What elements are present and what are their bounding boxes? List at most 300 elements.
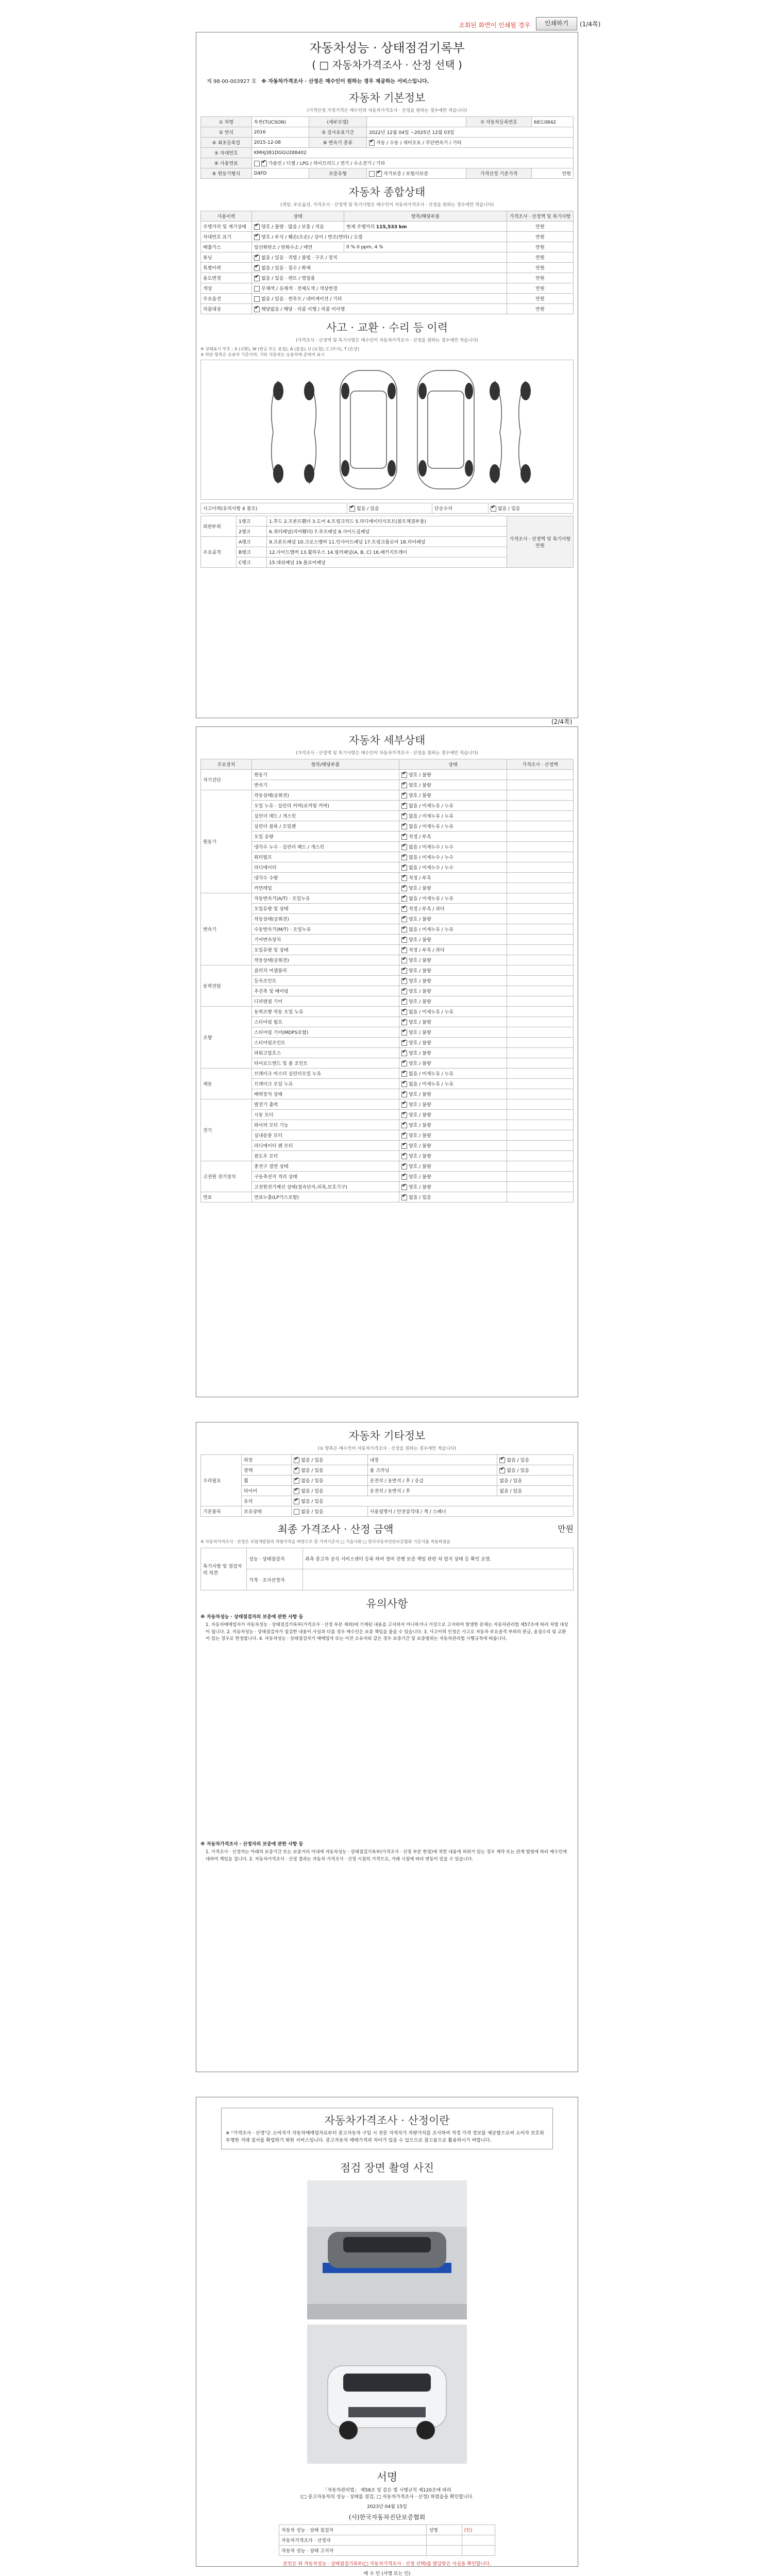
- price-unit-7: 만원: [507, 294, 574, 304]
- print-notice: 조회된 화면이 인쇄될 경우: [459, 22, 530, 29]
- glass-value: 없음 / 있음: [301, 1499, 324, 1504]
- detail-group-label: 연료: [201, 1192, 252, 1202]
- detail-item-state: 양호 / 불량: [409, 1020, 431, 1025]
- overall-title: 자동차 종합상태: [348, 186, 426, 198]
- detail-item-label: 배력장치 상태: [252, 1089, 399, 1099]
- fuel-options: 가솔린 / 디젤 / LPG / 하이브리드 / 전기 / 수소전기 / 기타: [268, 161, 385, 166]
- detail-row: [201, 842, 574, 852]
- detail-item-state: 양호 / 불량: [409, 989, 431, 994]
- detail-row: [201, 811, 574, 821]
- wheel-seat-label: 운전석 / 동반석 / 후 / 응급: [367, 1476, 497, 1486]
- page-2: [196, 726, 578, 1397]
- buyer-label: 매 수 인: [363, 2571, 380, 2576]
- tire-seat-label: 운전석 / 동반석 / 후: [367, 1486, 497, 1496]
- detail-item-state: 양호 / 불량: [409, 969, 431, 974]
- detail-item-state: 양호 / 불량: [409, 1123, 431, 1128]
- detail-item-state: 없음 / 있음: [409, 1195, 431, 1200]
- detail-item-state: 없음 / 미세누유 / 누유: [409, 1010, 454, 1015]
- rankB-value: 12.사이드멤버 13.휠하우스 14.필러패널(A, B, C) 16.패키지트레이: [267, 547, 507, 557]
- detail-item-label: 워터펌프: [252, 852, 399, 862]
- detail-row: [201, 852, 574, 862]
- car-name-label: ① 차명: [201, 117, 252, 127]
- detail-item-state: 적정 / 부족: [409, 876, 431, 881]
- final-title: 최종 가격조사 · 산정 금액: [277, 1523, 394, 1535]
- detail-item-label: 냉각수 수량: [252, 873, 399, 883]
- detail-row: [201, 1110, 574, 1120]
- year-label: ② 연식: [201, 127, 252, 138]
- tuning-label: 튜닝: [201, 252, 252, 263]
- detail-item-label: 라디에이터 팬 모터: [252, 1141, 399, 1151]
- options-label: 주요옵션: [201, 294, 252, 304]
- detail-group-label: 제동: [201, 1069, 252, 1099]
- print-button[interactable]: 인쇄하기: [536, 17, 577, 30]
- color-label: 색상: [201, 283, 252, 294]
- detail-row: [201, 955, 574, 965]
- first-reg: 2015-12-08: [251, 138, 309, 148]
- glass-label: 유리: [242, 1496, 292, 1506]
- detail-item-state: 양호 / 불량: [409, 783, 431, 788]
- overall-head-price: 가격조사 · 산정액 및 특기사항: [507, 211, 574, 222]
- detail-row: [201, 832, 574, 842]
- detail-group-label: 자기진단: [201, 770, 252, 790]
- detail-item-label: 스티어링 기어(MDPS포함): [252, 1027, 399, 1038]
- detail-item-state: 없음 / 미세누유 / 누유: [409, 824, 454, 829]
- accident-section: [200, 319, 574, 568]
- frame-table: [200, 516, 574, 568]
- detail-item-state: 없음 / 미세누유 / 누유: [409, 1082, 454, 1087]
- model-label: (세부모델): [309, 117, 366, 127]
- price-unit-2: 만원: [507, 242, 574, 252]
- detail-row: [201, 790, 574, 801]
- detail-row: [201, 883, 574, 893]
- detail-item-label: 등속조인트: [252, 976, 399, 986]
- detail-group-label: 고전원 전기장치: [201, 1161, 252, 1192]
- inspection-photo-2: [307, 2325, 467, 2464]
- detail-row: [201, 1089, 574, 1099]
- service-notice: ※ 자동차가격조사 · 산정은 매수인이 원하는 경우 제공하는 서비스입니다.: [261, 79, 429, 84]
- base-price-label: 가격산정 기준가격: [466, 168, 532, 179]
- detail-item-label: 파워고압호스: [252, 1048, 399, 1058]
- detail-item-state: 양호 / 불량: [409, 1103, 431, 1108]
- detail-row: [201, 873, 574, 883]
- detail-item-label: 고전원전기배선 상태(접속단자,피복,보호기구): [252, 1182, 399, 1192]
- detail-row: [201, 1007, 574, 1017]
- special-table: [200, 1548, 574, 1590]
- detail-sub: (가격조사 · 산정액 및 특기사항은 매수인이 자동차가격조사 · 산정을 원하는 경우에만 적습니다): [296, 751, 478, 756]
- notes-title: 유의사항: [366, 1598, 408, 1610]
- detail-row: [201, 1161, 574, 1172]
- detail-item-state: 양호 / 불량: [409, 1185, 431, 1190]
- detail-table: [200, 759, 574, 1202]
- detail-item-label: 원동기: [252, 770, 399, 780]
- detail-item-state: 양호 / 불량: [409, 1164, 431, 1170]
- basic-items-label: 기본품목: [201, 1506, 242, 1517]
- transmission-options: 자동 / 수동 / 세미오토 / 무단변속기 / 기타: [376, 141, 462, 146]
- exterior-value: 없음 / 있음: [301, 1458, 324, 1463]
- emission-values: 0 % 0 ppm, 4 %: [344, 242, 507, 252]
- detail-item-state: 양호 / 불량: [409, 1041, 431, 1046]
- price-unit-1: 만원: [507, 232, 574, 242]
- overall-head-state: 상태: [252, 211, 344, 222]
- polish-value: 없음 / 있음: [301, 1468, 324, 1473]
- inspection-photo-2-svg: [307, 2325, 467, 2464]
- sign-row-0-label: 자동차 성능 · 상태 점검자: [279, 2524, 427, 2535]
- first-reg-label: ④ 최초등록일: [201, 138, 252, 148]
- sign-date: 2023년 04월 15일: [367, 2504, 407, 2510]
- rank1-label: 1랭크: [237, 516, 267, 527]
- detail-group-label: 전기: [201, 1099, 252, 1161]
- engine-label: ⑥ 원동기형식: [201, 168, 252, 179]
- transmission-label: ⑧ 변속기 종류: [309, 138, 366, 148]
- detail-row: [201, 821, 574, 832]
- mileage-value: 115,533 km: [376, 225, 407, 230]
- simple-repair-value: 없음 / 있음: [497, 506, 520, 512]
- detail-head-1: 항목/해당부품: [252, 759, 399, 770]
- detail-row: [201, 1192, 574, 1202]
- recall-label: 리콜대상: [201, 304, 252, 314]
- basic-items-state-label: 보유상태: [242, 1506, 292, 1517]
- detail-row: [201, 770, 574, 780]
- detail-item-label: 연료누출(LP가스포함): [252, 1192, 399, 1202]
- detail-item-label: 자동변속기(A/T) · 오일누유: [252, 893, 399, 904]
- final-value: 만원: [558, 1524, 574, 1534]
- detail-item-state: 적정 / 부족: [409, 835, 431, 840]
- tire-seat-value: 없음 / 있음: [497, 1486, 574, 1496]
- car-diagram-svg: [201, 360, 573, 498]
- detail-item-label: 냉각수 누수 · 실린더 헤드 / 개스킷: [252, 842, 399, 852]
- wheel-label: 휠: [242, 1476, 292, 1486]
- detail-row: [201, 801, 574, 811]
- vin: KMHJ381DGGU288402: [251, 148, 573, 158]
- doc-no-suffix: 호: [251, 79, 257, 84]
- detail-item-label: 기어변속장치: [252, 935, 399, 945]
- detail-item-label: 오일 유량: [252, 832, 399, 842]
- detail-item-state: 없음 / 미세누수 / 누수: [409, 855, 454, 860]
- usage-change-label: 용도변경: [201, 273, 252, 283]
- detail-item-state: 양호 / 불량: [409, 793, 431, 799]
- detail-item-state: 없음 / 미세누유 / 누유: [409, 814, 454, 819]
- accident-history-label: 사고이력(유의사항 4 참조): [201, 503, 347, 514]
- detail-item-label: 브레이크 오일 누유: [252, 1079, 399, 1089]
- detail-item-state: 양호 / 불량: [409, 958, 431, 963]
- document-title: 자동차성능 · 상태점검기록부: [309, 41, 465, 55]
- detail-item-label: 실린더 블록 / 오일팬: [252, 821, 399, 832]
- detail-row: [201, 893, 574, 904]
- page-4: [196, 2097, 578, 2576]
- detail-row: [201, 1058, 574, 1069]
- detail-head-2: 상태: [399, 759, 507, 770]
- emission-label: 배출가스: [201, 242, 252, 252]
- notes-head: ※ 자동차성능 · 상태점검자의 보증에 관한 사항 등: [200, 1615, 304, 1620]
- rankC-value: 15.대쉬패널 19.플로어패널: [267, 557, 507, 568]
- detail-group-label: 원동기: [201, 790, 252, 893]
- detail-item-label: 동력조향 작동 오일 누유: [252, 1007, 399, 1017]
- detail-item-label: 변속기: [252, 780, 399, 790]
- detail-item-label: 스티어링조인트: [252, 1038, 399, 1048]
- sign-table: [279, 2524, 495, 2556]
- detail-item-label: 오일유량 및 상태: [252, 904, 399, 914]
- frame-price-head: 가격조사 · 산정액 및 특기사항: [509, 536, 571, 542]
- other-sub: (① 항목은 매수인이 자동차가격조사 · 산정을 원하는 경우에만 적습니다): [317, 1446, 457, 1451]
- detail-item-label: 작동상태(공회전): [252, 955, 399, 965]
- rankB-label: B랭크: [237, 547, 267, 557]
- basic-items-state: 없음 / 있음: [301, 1510, 324, 1515]
- cert-title: 자동차가격조사 · 산정이란: [324, 2114, 450, 2127]
- sign-text1: 「자동차관리법」 제58조 및 같은 법 시행규칙 제120조에 따라: [323, 2487, 451, 2493]
- interior-value: 없음 / 있음: [507, 1458, 529, 1463]
- price-unit-8: 만원: [507, 304, 574, 314]
- engine: D4FD: [251, 168, 309, 179]
- detail-head-3: 가격조사 · 산정액: [507, 759, 574, 770]
- price-unit-5: 만원: [507, 273, 574, 283]
- tuning-state: 없음 / 있음 · 적법 / 불법 · 구조 / 장치: [261, 256, 338, 261]
- detail-row: [201, 1069, 574, 1079]
- other-title: 자동차 기타정보: [348, 1430, 426, 1442]
- detail-group-label: 동력전달: [201, 965, 252, 1007]
- accident-table: [200, 503, 574, 514]
- usage-change-state: 없음 / 있음 · 렌트 / 영업용: [261, 276, 315, 281]
- price-unit-3: 만원: [507, 252, 574, 263]
- top-bar: [0, 0, 773, 36]
- detail-item-label: 타이로드엔드 및 볼 조인트: [252, 1058, 399, 1069]
- interior-label: 내장: [367, 1455, 497, 1465]
- vin-label: ⑤ 차대번호: [201, 148, 252, 158]
- detail-item-state: 양호 / 불량: [409, 999, 431, 1005]
- detail-row: [201, 1130, 574, 1141]
- sign-row-2-label: 자동차 성능 · 상태 고지자: [279, 2545, 427, 2555]
- detail-item-label: 디퍼렌셜 기어: [252, 996, 399, 1007]
- detail-item-state: 양호 / 불량: [409, 1092, 431, 1097]
- detail-row: [201, 965, 574, 976]
- cert-text: ※ "가격조사 · 산정"은 소비자가 자동차매매업자로부터 중고자동차 구입 시 전문 자격자가 차량가치를 조사하여 적정 가격 정보를 제공함으로써 소비자 보호와 투명한 거래 질서를 확립하기 위한 서비스입니다. 중고자동차 매매가격과 차이가 있을 수 있으므로 참고용으로 활용하시기 바랍니다.: [226, 2131, 544, 2144]
- rank1-value: 1.후드 2.프론트휀더 3.도어 4.트렁크리드 5.라디에이터서포트(볼트체결부품): [267, 516, 507, 527]
- detail-item-label: 실린더 헤드 / 개스킷: [252, 811, 399, 821]
- detail-item-state: 양호 / 불량: [409, 1175, 431, 1180]
- detail-row: [201, 1141, 574, 1151]
- detail-group-label: 변속기: [201, 893, 252, 965]
- detail-item-label: 라디에이터: [252, 862, 399, 873]
- car-name: 투싼(TUCSON): [251, 117, 309, 127]
- sign-text2: (□ 중고자동차의 성능 · 상태를 점검, □ 자동차가격조사 · 산정) 하였음을 확인합니다.: [300, 2494, 474, 2500]
- accident-legend2: ※ 하단 항목은 승용차 기준이며, 기타 자동차는 승용차에 준하여 표시: [200, 352, 325, 357]
- detail-item-state: 양호 / 불량: [409, 1030, 431, 1036]
- detail-item-state: 양호 / 불량: [409, 917, 431, 922]
- overall-head-item: 항목/해당부품: [344, 211, 507, 222]
- detail-row: [201, 945, 574, 955]
- base-price-unit: 만원: [531, 168, 573, 179]
- detail-item-label: 스티어링 펌프: [252, 1017, 399, 1027]
- detail-item-state: 양호 / 불량: [409, 938, 431, 943]
- year: 2016: [251, 127, 309, 138]
- detail-row: [201, 1027, 574, 1038]
- special1-label: 성능 · 상태점검자: [247, 1548, 303, 1569]
- document-subtitle: ( □ 자동차가격조사 · 산정 선택 ): [312, 59, 462, 71]
- detail-item-state: 양호 / 불량: [409, 773, 431, 778]
- frame-price-unit: 만원: [535, 543, 545, 549]
- detail-item-state: 없음 / 미세누유 / 누유: [409, 804, 454, 809]
- detail-row: [201, 1038, 574, 1048]
- tire-label: 타이어: [242, 1486, 292, 1496]
- mileage-row-label: 주행거리 및 계기상태: [201, 222, 252, 232]
- rankA-value: 9.프론트패널 10.크로스멤버 11.인사이드패널 17.트렁크플로어 18.리어패널: [267, 537, 507, 547]
- detail-row: [201, 1099, 574, 1110]
- detail-row: [201, 1017, 574, 1027]
- page-number: (1/4쪽): [580, 21, 601, 28]
- detail-row: [201, 914, 574, 924]
- overall-sub: (색상, 주요옵션, 가격조사 · 산정액 및 특기사항은 매수인이 자동차가격조사 · 산정을 원하는 경우에만 적습니다): [280, 202, 494, 208]
- tire-value: 없음 / 있음: [301, 1489, 324, 1494]
- detail-item-label: 작동상태(공회전): [252, 790, 399, 801]
- detail-item-state: 양호 / 불량: [409, 886, 431, 891]
- warranty-options: 자가보증 / 보험사보증: [383, 172, 429, 177]
- final-note: ※ 자동차가격조사 · 산정은 보험개발원의 차량가격을 바탕으로 한 가격기준서 □ 기술사회 □ 한국자동차진단보증협회 기준서를 적용하였음: [200, 1539, 450, 1544]
- detail-item-label: 수동변속기(M/T) · 오일누유: [252, 924, 399, 935]
- detail-group-label: 조향: [201, 1007, 252, 1069]
- detail-item-label: 충전구 절연 상태: [252, 1161, 399, 1172]
- detail-item-state: 양호 / 불량: [409, 1144, 431, 1149]
- detail-row: [201, 862, 574, 873]
- rankC-label: C랭크: [237, 557, 267, 568]
- detail-item-state: 양호 / 불량: [409, 1061, 431, 1066]
- detail-item-state: 없음 / 미세누수 / 누수: [409, 866, 454, 871]
- reg-no-label: ⑦ 자동차등록번호: [466, 117, 532, 127]
- special2-label: 가격 · 조사산정자: [247, 1569, 303, 1590]
- accident-title: 사고 · 교환 · 수리 등 이력: [326, 321, 448, 334]
- inspection-photo-1: [307, 2180, 467, 2319]
- notes-head2: ※ 자동차가격조사 · 산정자의 보증에 관한 사항 등: [200, 1842, 304, 1847]
- detail-item-state: 적정 / 부족 / 과다: [409, 907, 445, 912]
- notes-body2: 1. 가격조사 · 산정자는 아래의 보증기간 또는 보증거리 이내에 자동차성능 · 상태점검기록부(가격조사 · 산정 부분 한정)에 적힌 내용에 허위가 있는 경우 계약 또는 관계 법령에 따라 매수인에 대하여 책임을 집니다. 2. 자동차가격조사 · 산정 결과는 자동차 가격조사 · 산정 시점의 가격으로, 거래 시점에 따라 변동이 있을 수 있습니다.: [206, 1850, 567, 1862]
- emission-items: 일산화탄소 / 탄화수소 / 매연: [254, 245, 313, 250]
- basic-info-sub: (가격산정 가정가격은 매수인의 자동차가격조사 · 산정을 원하는 경우에만 적습니다): [307, 108, 467, 113]
- detail-item-label: 오일유량 및 상태: [252, 945, 399, 955]
- polish-label: 광택: [242, 1465, 292, 1476]
- detail-row: [201, 1172, 574, 1182]
- detail-item-state: 양호 / 불량: [409, 1133, 431, 1139]
- detail-row: [201, 780, 574, 790]
- accident-sub: (가격조사 · 산정액 및 특기사항은 매수인이 자동차가격조사 · 산정을 원하는 경우에만 적습니다): [296, 338, 478, 343]
- page-3: [196, 1422, 578, 2072]
- detail-row: [201, 1151, 574, 1161]
- detail-row: [201, 924, 574, 935]
- detail-head-0: 주요장치: [201, 759, 252, 770]
- detail-item-state: 양호 / 불량: [409, 1113, 431, 1118]
- detail-item-state: 적정 / 부족 / 과다: [409, 948, 445, 953]
- basic-info-table: [200, 116, 574, 179]
- price-unit-4: 만원: [507, 263, 574, 273]
- detail-item-label: 오일 누유 · 실린더 커버(로커암 커버): [252, 801, 399, 811]
- detail-row: [201, 935, 574, 945]
- price-unit-0: 만원: [507, 222, 574, 232]
- inspection-period-label: ③ 검사유효기간: [309, 127, 366, 138]
- accident-legend: ※ 상태표시 부호 : X (교환), W (판금 또는 용접), A (흠집), U (요철), C (부식), T (손상): [200, 347, 360, 351]
- cleaning-label: 룸 크리닝: [367, 1465, 497, 1476]
- color-state: 무채색 / 유채색 · 전체도색 / 색상변경: [261, 286, 338, 292]
- main-frame-label: 주요골격: [201, 537, 237, 568]
- overall-section: [200, 184, 574, 314]
- inspection-period: 2022년 12월 04일 ~2025년 12월 03일: [367, 127, 574, 138]
- exterior-label: 외장: [242, 1455, 292, 1465]
- accident-history-value: 없음 / 있음: [357, 506, 379, 512]
- detail-item-label: 추진축 및 베어링: [252, 986, 399, 996]
- wheel-seat-value: 없음 / 있음: [497, 1476, 574, 1486]
- detail-row: [201, 904, 574, 914]
- basic-info-section: [200, 90, 574, 179]
- mileage-label: 현재 주행거리: [346, 225, 375, 230]
- detail-item-state: 없음 / 미세누유 / 누유: [409, 927, 454, 933]
- special-history-state: 없음 / 있음 · 침수 / 화재: [261, 266, 311, 271]
- detail-item-label: 시동 모터: [252, 1110, 399, 1120]
- rank2-value: 6.쿼터패널(리어휀더) 7.루프패널 8.사이드실패널: [267, 527, 507, 537]
- sign-title: 서명: [376, 2470, 398, 2483]
- sign-row-0-seal: (인): [462, 2524, 495, 2535]
- special-history-label: 특별이력: [201, 263, 252, 273]
- other-table: [200, 1454, 574, 1517]
- overall-table: [200, 211, 574, 314]
- outer-label: 외판부위: [201, 516, 237, 537]
- detail-item-state: 양호 / 불량: [409, 1154, 431, 1159]
- page-1: [196, 32, 578, 718]
- detail-item-state: 없음 / 미세누유 / 누유: [409, 896, 454, 902]
- detail-row: [201, 1048, 574, 1058]
- reg-no: 68도0842: [531, 117, 573, 127]
- confirm-text: 본인은 위 자동차성능 · 상태점검기록부(□ 자동차가격조사 · 산정 선택)를 발급받은 사실을 확인합니다.: [283, 2561, 491, 2567]
- detail-row: [201, 1182, 574, 1192]
- cert-box: [221, 2108, 553, 2149]
- detail-item-label: 실내송풍 모터: [252, 1130, 399, 1141]
- fuel-label: ⑥ 사용연료: [201, 158, 252, 168]
- repair-need-label: 수리필요: [201, 1455, 242, 1506]
- detail-row: [201, 996, 574, 1007]
- wheel-value: 없음 / 있음: [301, 1479, 324, 1484]
- detail-row: [201, 986, 574, 996]
- detail-item-label: 작동상태(공회전): [252, 914, 399, 924]
- page2-number: (2/4쪽): [551, 718, 573, 725]
- detail-item-label: 브레이크 마스터 실린더오일 누유: [252, 1069, 399, 1079]
- detail-row: [201, 1120, 574, 1130]
- warranty-label: 보증유형: [309, 168, 366, 179]
- vin-mark-label: 차대번호 표기: [201, 232, 252, 242]
- special-label: 특기사항 및 점검자의 의견: [201, 1548, 247, 1590]
- inspection-photo-1-svg: [307, 2180, 467, 2319]
- rank2-label: 2랭크: [237, 527, 267, 537]
- detail-row: [201, 1079, 574, 1089]
- rankA-label: A랭크: [237, 537, 267, 547]
- special1-value: 좌측 중고차 공식 서비스센터 등록 하여 정비 진행 보증 책임 관련 처 엄지 상태 등 확인 요망.: [303, 1548, 574, 1569]
- options-state: 없음 / 있음 · 썬루프 / 네비게이션 / 기타: [261, 297, 342, 302]
- detail-item-label: 클러치 어셈블리: [252, 965, 399, 976]
- notes-body: 1. 자동차매매업자가 자동차성능 · 상태점검기록부(가격조사 · 산정 부분 제외)에 기재된 내용을 고지하지 아니하거나 거짓으로 고지하여 발생한 문제는 자동차관리법 제57조에 따라 처벌 대상이 됩니다. 2. 자동차성능 · 상태점검자가 점검한 내용이 사실과 다를 경우 매수인은 보증 책임을 물을 수 있습니다. 3. 사고이력 인정은 사고로 자동차 주요골격 부위의 판금, 용접수리 및 교환이 있는 경우로 한정합니다. 4. 자동차성능 · 상태점검자가 매매업자 또는 이전 소유자와 같은 경우 보증기간 및 보증범위는 자동차관리법 시행규칙에 따릅니다.: [206, 1622, 568, 1642]
- overall-head-history: 사용이력: [201, 211, 252, 222]
- detail-title: 자동차 세부상태: [348, 734, 426, 747]
- detail-item-label: 발전기 출력: [252, 1099, 399, 1110]
- detail-item-state: 없음 / 미세누유 / 누유: [409, 1072, 454, 1077]
- detail-item-label: 커먼레일: [252, 883, 399, 893]
- simple-repair-label: 단순수리: [432, 503, 489, 514]
- detail-item-label: 와이퍼 모터 기능: [252, 1120, 399, 1130]
- buyer-sign-label: (서명 또는 인): [381, 2571, 411, 2576]
- mileage-row-state: 양호 / 불량 · 많음 / 보통 / 적음: [261, 225, 324, 230]
- special2-value: [303, 1569, 574, 1590]
- doc-no-value: 98-00-003927: [213, 79, 250, 84]
- photo-title: 점검 장면 촬영 사진: [340, 2161, 434, 2174]
- sign-row-1-label: 자동차가격조사 · 산정자: [279, 2535, 427, 2545]
- doc-no-label: 제: [207, 79, 212, 84]
- detail-row: [201, 976, 574, 986]
- vin-mark-state: 양호 / 부식 / 훼손(오손) / 상이 / 변조(변타) / 도말: [261, 235, 363, 240]
- sign-row-0-name: 성명: [427, 2524, 462, 2535]
- basic-items-list: 사용설명서 / 안전삼각대 / 잭 / 스패너: [367, 1506, 573, 1517]
